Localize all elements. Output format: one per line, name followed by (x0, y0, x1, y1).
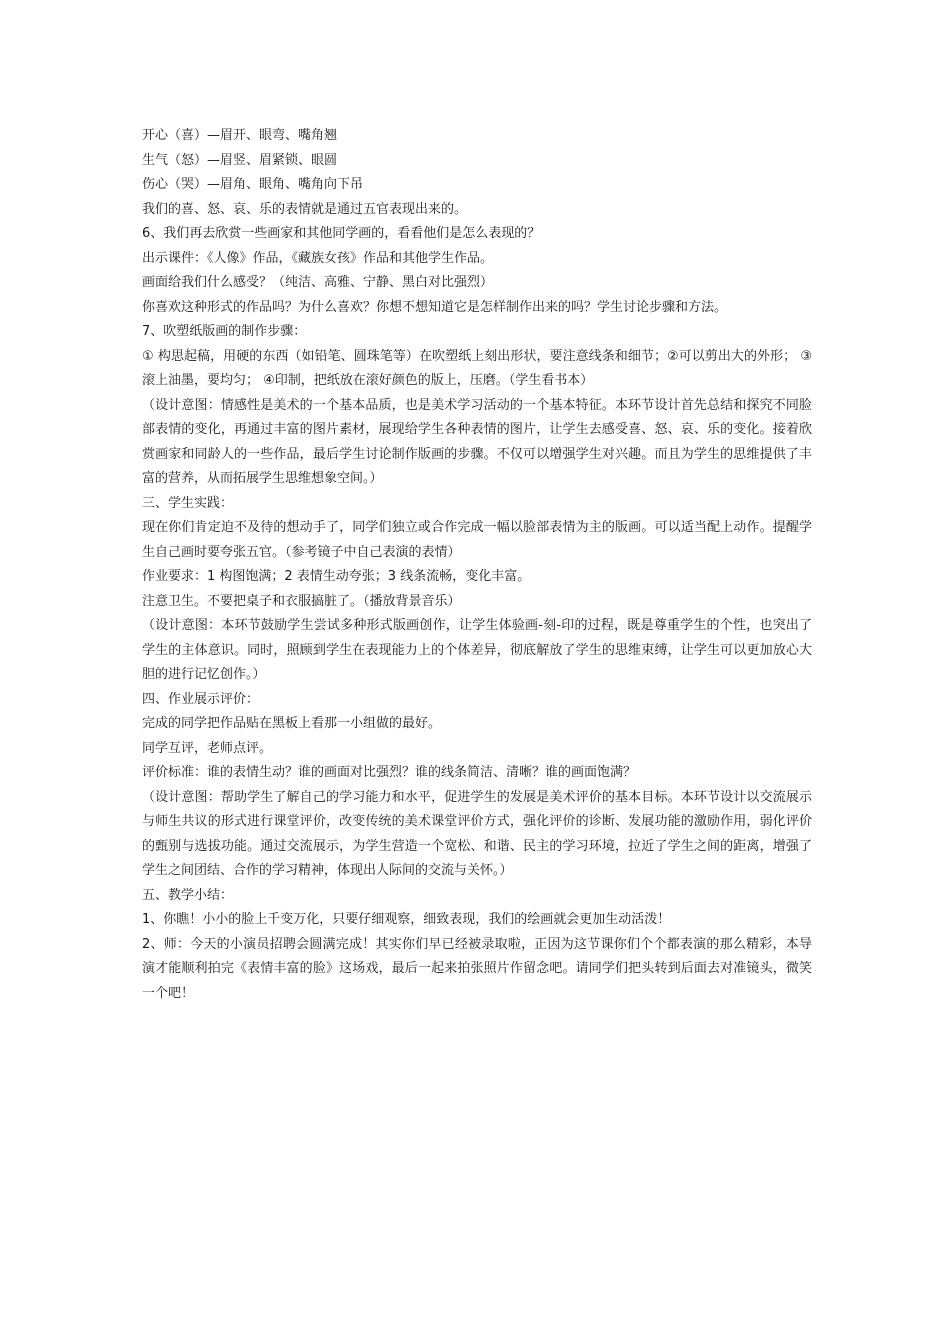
paragraph: 你喜欢这种形式的作品吗？为什么喜欢？你想不想知道它是怎样制作出来的吗？学生讨论步骤和方法。 (142, 299, 728, 315)
text-line: 生气（怒）—眉竖、眉紧锁、眼圆 (142, 152, 338, 168)
paragraph: ① 构思起稿，用硬的东西（如铅笔、圆珠笔等）在吹塑纸上刻出形状，要注意线条和细节；②可以剪出大的外形； ③滚上油墨，要均匀； ④印制，把纸放在滚好颜色的版上，压磨。（学生看书本） (142, 348, 812, 388)
section-heading: 四、作业展示评价： (142, 691, 260, 707)
paragraph: （设计意图：帮助学生了解自己的学习能力和水平，促进学生的发展是美术评价的基本目标。本环节设计以交流展示与师生共议的形式进行课堂评价，改变传统的美术课堂评价方式，强化评价的诊断、发展功能的激励作用，弱化评价的甄别与选拔功能。通过交流展示，为学生营造一个宽松、和谐、民主的学习环境，拉近了学生之间的距离，增强了学生之间团结、合作的学习精神，体现出人际间的交流与关怀。） (142, 789, 812, 878)
text-line: 注意卫生。不要把桌子和衣服搞脏了。（播放背景音乐） (142, 593, 461, 609)
paragraph: 现在你们肯定迫不及待的想动手了，同学们独立或合作完成一幅以脸部表情为主的版画。可以适当配上动作。提醒学生自己画时要夸张五官。（参考镜子中自己表演的表情） (142, 520, 812, 560)
text-line: 6、我们再去欣赏一些画家和其他同学画的，看看他们是怎么表现的？ (142, 226, 541, 241)
text-line: 7、吹塑纸版画的制作步骤： (142, 324, 307, 339)
text-line: 1、你瞧！小小的脸上千变万化，只要仔细观察，细致表现，我们的绘画就会更加生动活泼！ (142, 912, 671, 927)
section-heading: 五、教学小结： (142, 887, 234, 903)
text-line: 我们的喜、怒、哀、乐的表情就是通过五官表现出来的。 (142, 201, 468, 217)
document-body (142, 124, 812, 1006)
text-line: 同学互评，老师点评。 (142, 740, 273, 756)
text-line: 评价标准：谁的表情生动？谁的画面对比强烈？谁的线条简洁、清晰？谁的画面饱满？ (142, 765, 637, 780)
paragraph: （设计意图：本环节鼓励学生尝试多种形式版画创作，让学生体验画-刻-印的过程，既是尊重学生的个性，也突出了学生的主体意识。同时，照顾到学生在表现能力上的个体差异，彻底解放了学生的思维束缚，让学生可以更加放心大胆的进行记忆创作。） (142, 618, 812, 682)
section-heading: 三、学生实践： (142, 495, 234, 511)
text-line: 作业要求：1 构图饱满；2 表情生动夸张；3 线条流畅，变化丰富。 (142, 569, 531, 584)
paragraph: （设计意图：情感性是美术的一个基本品质，也是美术学习活动的一个基本特征。本环节设计首先总结和探究不同脸部表情的变化，再通过丰富的图片素材，展现给学生各种表情的图片，让学生去感受喜、怒、哀、乐的变化。接着欣赏画家和同龄人的一些作品，最后学生讨论制作版画的步骤。不仅可以增强学生对兴趣。而且为学生的思维提供了丰富的营养，从而拓展学生思维想象空间。） (142, 397, 812, 486)
text-line: 出示课件：《人像》作品，《藏族女孩》作品和其他学生作品。 (142, 250, 494, 266)
text-line: 画面给我们什么感受？（纯洁、高雅、宁静、黑白对比强烈） (142, 275, 494, 290)
text-line: 伤心（哭）—眉角、眼角、嘴角向下吊 (142, 177, 364, 192)
text-line: 开心（喜）—眉开、眼弯、嘴角翘 (142, 128, 338, 143)
paragraph: 2、师：今天的小演员招聘会圆满完成！其实你们早已经被录取啦，正因为这节课你们个个都表演的那么精彩，本导演才能顺利拍完《表情丰富的脸》这场戏，最后一起来拍张照片作留念吧。请同学们把头转到后面去对准镜头，微笑一个吧！ (142, 936, 812, 1001)
text-line: 完成的同学把作品贴在黑板上看那一小组做的最好。 (142, 716, 442, 731)
